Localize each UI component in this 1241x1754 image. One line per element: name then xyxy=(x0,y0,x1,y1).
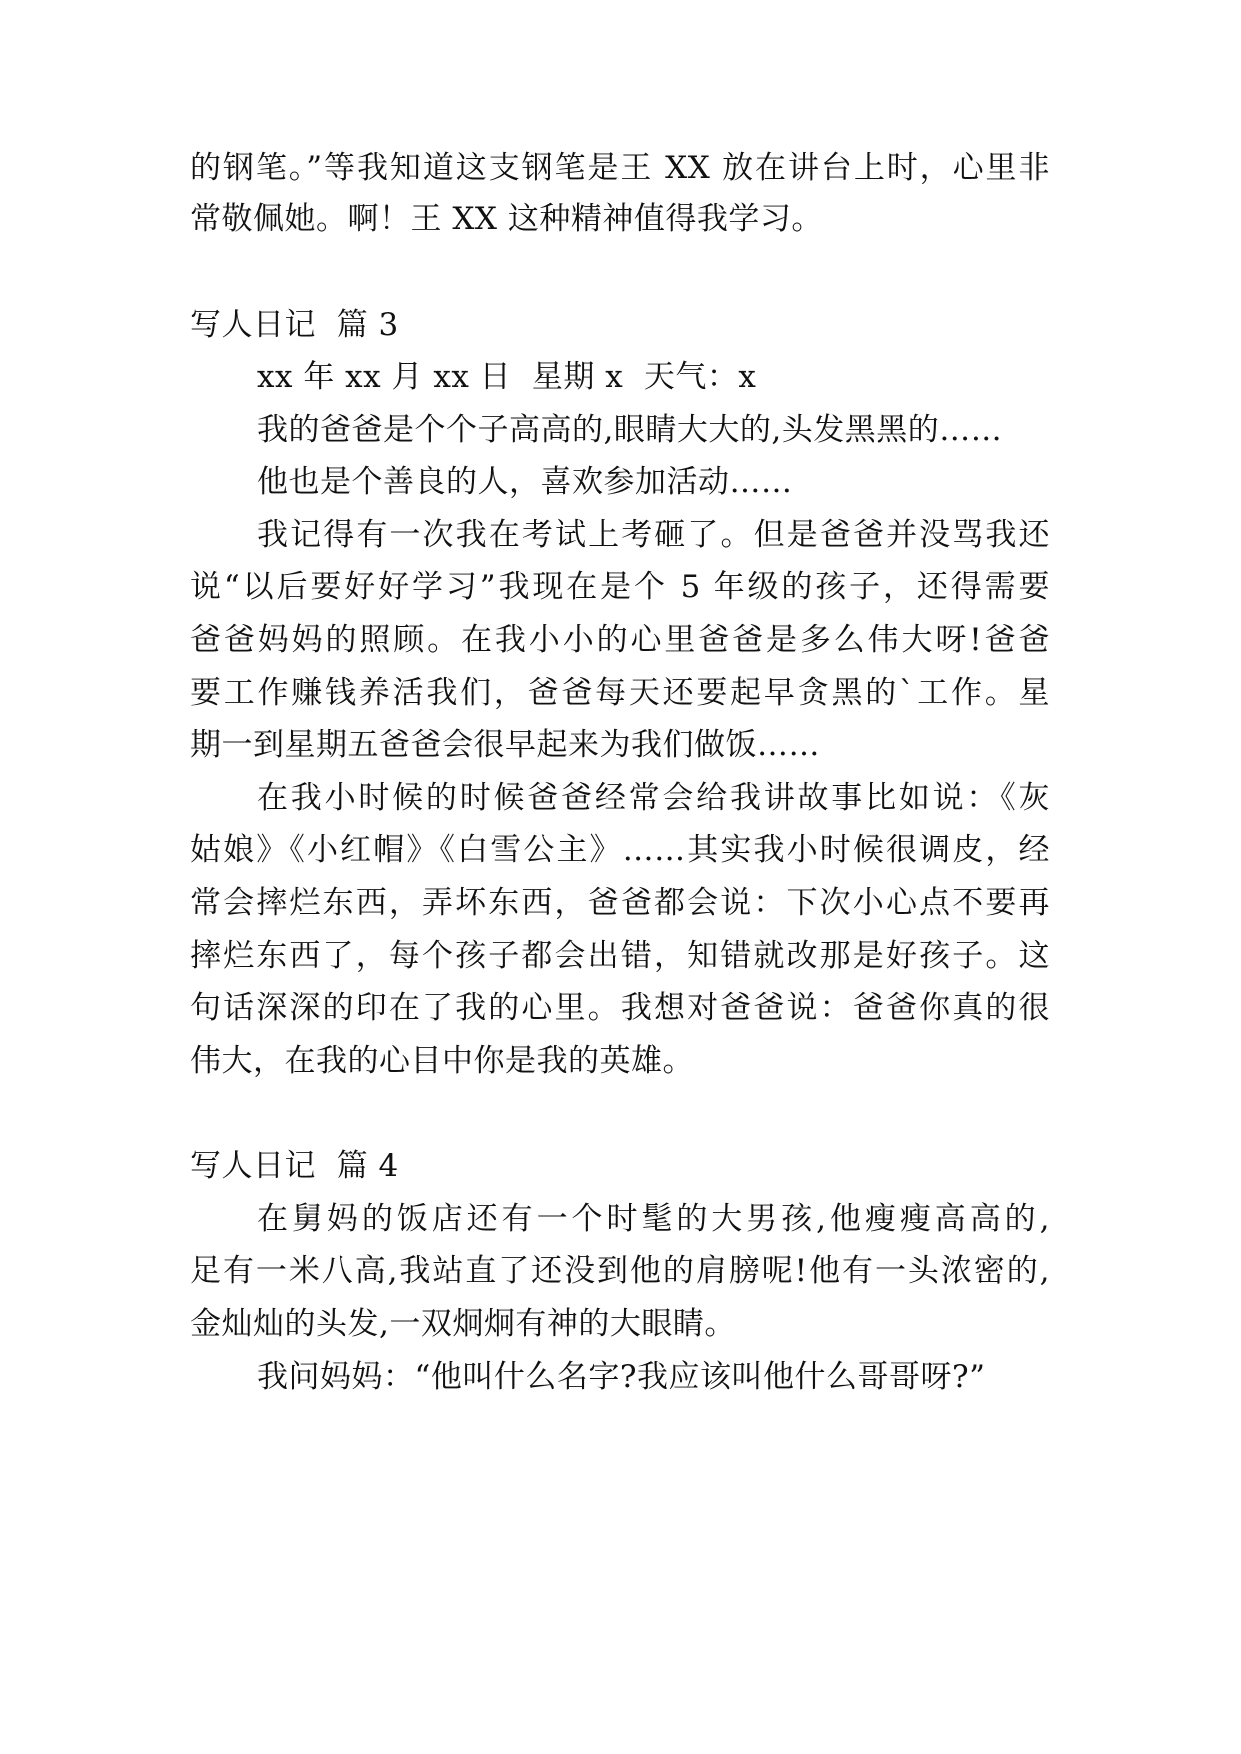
section3-para3-line-3: 爸爸妈妈的照顾。在我小小的心里爸爸是多么伟大呀!爸爸 xyxy=(190,622,1050,658)
section3-heading: 写人日记 篇 3 xyxy=(190,307,399,343)
section3-para4-line-4: 摔烂东西了，每个孩子都会出错，知错就改那是好孩子。这 xyxy=(190,938,1050,974)
section4-para1-line-3: 金灿灿的头发,一双炯炯有神的大眼睛。 xyxy=(190,1306,736,1342)
section4-para2: 我问妈妈：“他叫什么名字?我应该叫他什么哥哥呀?” xyxy=(257,1359,986,1395)
section3-para4-line-5: 句话深深的印在了我的心里。我想对爸爸说：爸爸你真的很 xyxy=(190,990,1050,1026)
section4-heading: 写人日记 篇 4 xyxy=(190,1148,399,1184)
section3-para3-line-5: 期一到星期五爸爸会很早起来为我们做饭…… xyxy=(190,727,820,763)
section3-date-line: xx 年 xx 月 xx 日 星期 x 天气：x xyxy=(257,359,757,395)
intro-line-1: 的钢笔。”等我知道这支钢笔是王 XX 放在讲台上时，心里非 xyxy=(190,150,1050,186)
section3-para3-line-4: 要工作赚钱养活我们，爸爸每天还要起早贪黑的`工作。星 xyxy=(190,675,1050,711)
section3-para4-line-1: 在我小时候的时候爸爸经常会给我讲故事比如说：《灰 xyxy=(257,780,1050,816)
section3-para4-line-2: 姑娘》《小红帽》《白雪公主》……其实我小时候很调皮，经 xyxy=(190,832,1050,868)
section4-para1-line-1: 在舅妈的饭店还有一个时髦的大男孩,他瘦瘦高高的, xyxy=(257,1201,1050,1237)
section3-para3-line-2: 说“以后要好好学习”我现在是个 5 年级的孩子，还得需要 xyxy=(190,569,1050,605)
section3-para4-line-6: 伟大，在我的心目中你是我的英雄。 xyxy=(190,1043,694,1079)
intro-line-2: 常敬佩她。啊！王 XX 这种精神值得我学习。 xyxy=(190,201,823,237)
section3-para3-line-1: 我记得有一次我在考试上考砸了。但是爸爸并没骂我还 xyxy=(257,517,1050,553)
section3-para1: 我的爸爸是个个子高高的,眼睛大大的,头发黑黑的…… xyxy=(257,412,1003,448)
section3-para4-line-3: 常会摔烂东西，弄坏东西，爸爸都会说：下次小心点不要再 xyxy=(190,885,1050,921)
section3-para2: 他也是个善良的人，喜欢参加活动…… xyxy=(257,464,793,500)
section4-para1-line-2: 足有一米八高,我站直了还没到他的肩膀呢!他有一头浓密的, xyxy=(190,1253,1050,1289)
